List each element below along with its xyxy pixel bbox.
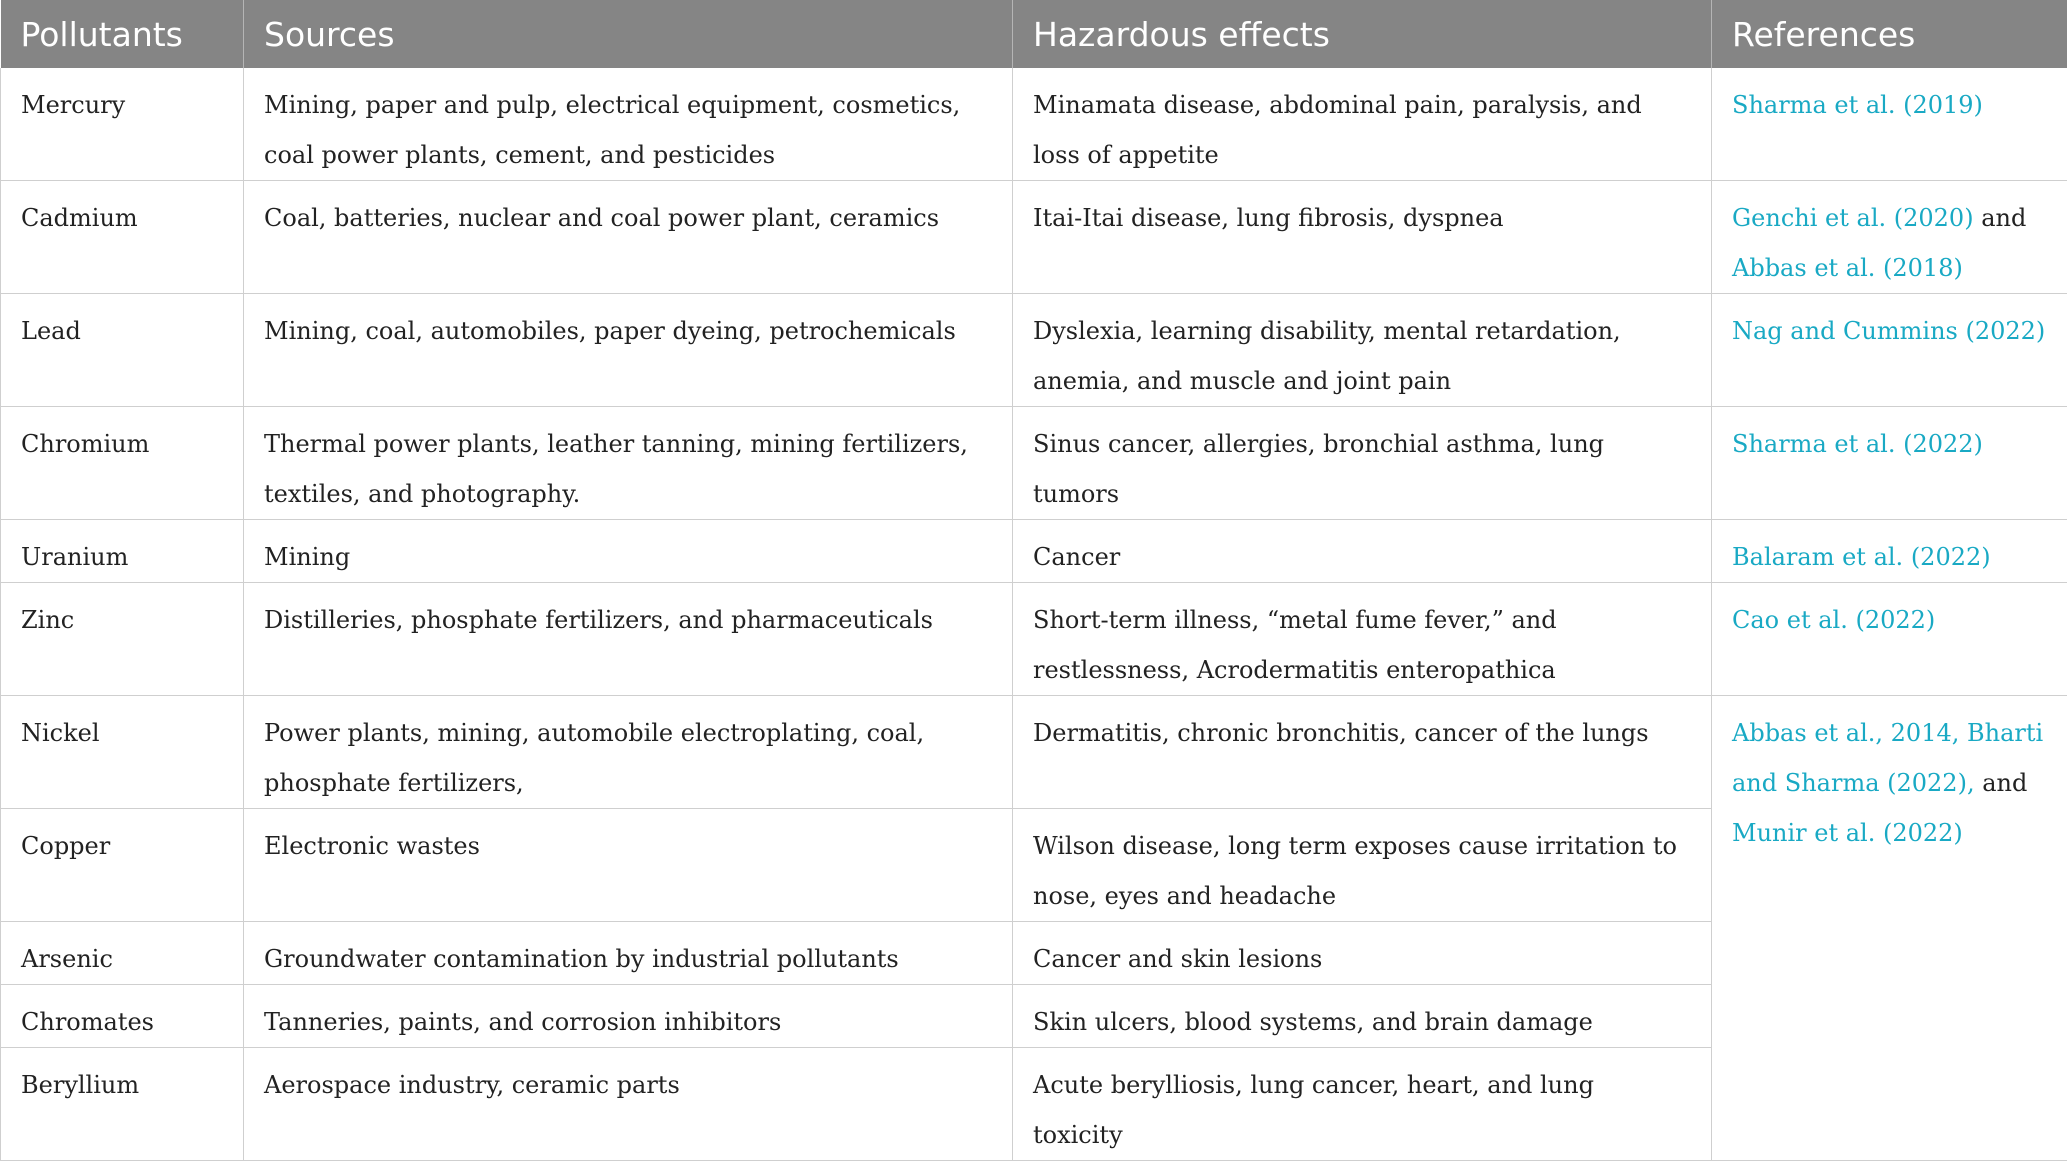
reference-cell [1712, 583, 2067, 696]
reference-link[interactable]: Munir et al. (2022) [1732, 819, 1963, 847]
sources-cell: Mining [244, 520, 1013, 583]
effects-cell: Cancer and skin lesions [1013, 922, 1712, 985]
reference-link[interactable]: Balaram et al. (2022) [1732, 543, 1991, 571]
pollutant-cell: Chromates [1, 985, 244, 1048]
reference-cell-merged [1712, 696, 2067, 1161]
table-body [1, 68, 2067, 1161]
pollutant-cell: Copper [1, 809, 244, 922]
effects-cell: Dyslexia, learning disability, mental retardation, anemia, and muscle and joint pain [1013, 294, 1712, 407]
effects-cell: Minamata disease, abdominal pain, paralysis, and loss of appetite [1013, 68, 1712, 181]
header-row [1, 0, 2067, 68]
reference-link[interactable]: Sharma et al. (2019) [1732, 91, 1983, 119]
sources-cell: Tanneries, paints, and corrosion inhibitors [244, 985, 1013, 1048]
effects-cell: Short-term illness, “metal fume fever,” and restlessness, Acrodermatitis enteropathica [1013, 583, 1712, 696]
sources-cell: Power plants, mining, automobile electroplating, coal, phosphate fertilizers, [244, 696, 1013, 809]
reference-link[interactable]: Cao et al. (2022) [1732, 606, 1935, 634]
sources-cell: Electronic wastes [244, 809, 1013, 922]
sources-cell: Coal, batteries, nuclear and coal power plant, ceramics [244, 181, 1013, 294]
reference-cell [1712, 68, 2067, 181]
pollutant-cell: Chromium [1, 407, 244, 520]
sources-cell: Aerospace industry, ceramic parts [244, 1048, 1013, 1161]
effects-cell: Wilson disease, long term exposes cause irritation to nose, eyes and headache [1013, 809, 1712, 922]
pollutant-cell: Cadmium [1, 181, 244, 294]
reference-link[interactable]: Abbas et al. (2018) [1732, 254, 1963, 282]
reference-cell [1712, 181, 2067, 294]
reference-cell [1712, 294, 2067, 407]
table-row [1, 583, 2067, 696]
reference-link[interactable]: Sharma et al. (2022) [1732, 430, 1983, 458]
pollutant-cell: Arsenic [1, 922, 244, 985]
table-row [1, 407, 2067, 520]
header-references: References [1712, 0, 2067, 68]
table-row [1, 294, 2067, 407]
effects-cell: Cancer [1013, 520, 1712, 583]
sources-cell: Mining, coal, automobiles, paper dyeing, petrochemicals [244, 294, 1013, 407]
pollutant-cell: Zinc [1, 583, 244, 696]
sources-cell: Thermal power plants, leather tanning, mining fertilizers, textiles, and photography. [244, 407, 1013, 520]
table-row [1, 68, 2067, 181]
reference-conjunction: and [1974, 204, 2027, 232]
reference-cell [1712, 520, 2067, 583]
table-header [1, 0, 2067, 68]
pollutant-cell: Uranium [1, 520, 244, 583]
sources-cell: Groundwater contamination by industrial pollutants [244, 922, 1013, 985]
table-row [1, 520, 2067, 583]
table-row [1, 181, 2067, 294]
pollutant-cell: Lead [1, 294, 244, 407]
header-sources: Sources [244, 0, 1013, 68]
sources-cell: Mining, paper and pulp, electrical equipment, cosmetics, coal power plants, cement, and pesticides [244, 68, 1013, 181]
header-hazardous-effects: Hazardous effects [1013, 0, 1712, 68]
sources-cell: Distilleries, phosphate fertilizers, and pharmaceuticals [244, 583, 1013, 696]
effects-cell: Sinus cancer, allergies, bronchial asthma, lung tumors [1013, 407, 1712, 520]
reference-cell [1712, 407, 2067, 520]
pollutant-cell: Beryllium [1, 1048, 244, 1161]
effects-cell: Skin ulcers, blood systems, and brain damage [1013, 985, 1712, 1048]
reference-link[interactable]: Abbas et al., 2014, Bharti and Sharma (2022), [1732, 719, 2043, 797]
header-pollutants: Pollutants [1, 0, 244, 68]
table-row [1, 696, 2067, 809]
effects-cell: Itai-Itai disease, lung fibrosis, dyspnea [1013, 181, 1712, 294]
reference-link[interactable]: Nag and Cummins (2022) [1732, 317, 2045, 345]
effects-cell: Acute berylliosis, lung cancer, heart, and lung toxicity [1013, 1048, 1712, 1161]
pollutant-cell: Mercury [1, 68, 244, 181]
reference-link[interactable]: Genchi et al. (2020) [1732, 204, 1974, 232]
pollutant-cell: Nickel [1, 696, 244, 809]
reference-conjunction: and [1975, 769, 2028, 797]
effects-cell: Dermatitis, chronic bronchitis, cancer of the lungs [1013, 696, 1712, 809]
